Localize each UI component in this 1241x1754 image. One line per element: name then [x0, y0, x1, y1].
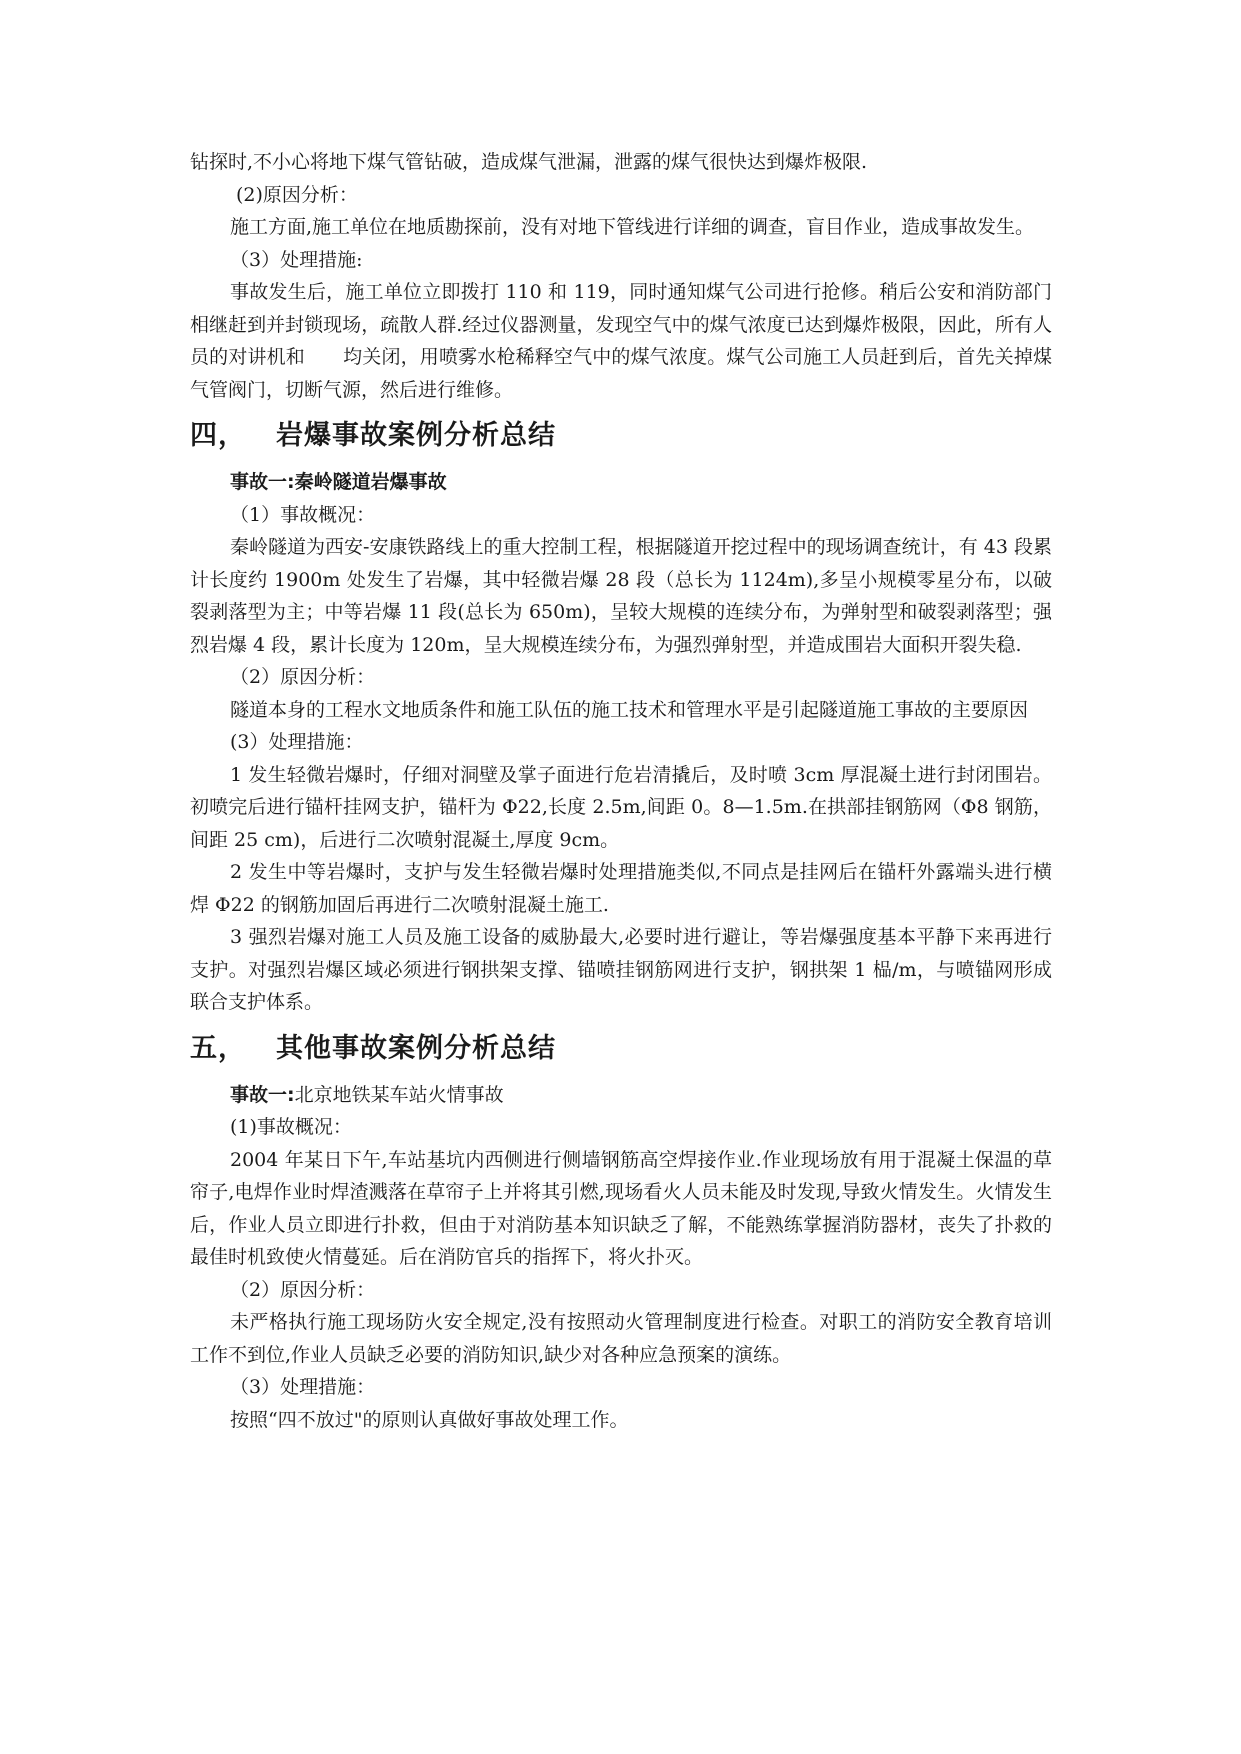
accident-title: 北京地铁某车站火情事故 [294, 1083, 504, 1106]
section-heading [190, 416, 1052, 456]
paragraph: 未严格执行施工现场防火安全规定,没有按照动火管理制度进行检查。对职工的消防安全教育培训工作不到位,作业人员缺乏必要的消防知识,缺少对各种应急预案的演练。 [190, 1311, 1052, 1366]
subheading-cause: （2）原因分析： [230, 666, 376, 688]
subheading-overview: （1）事故概况： [230, 503, 376, 526]
paragraph: 2 发生中等岩爆时，支护与发生轻微岩爆时处理措施类似,不同点是挂网后在锚杆外露端头进行横焊 Φ22 的钢筋加固后再进行二次喷射混凝土施工. [190, 861, 1052, 916]
section-heading [190, 1029, 1052, 1069]
section-number: 四， [190, 420, 246, 451]
accident-heading: 事故一:秦岭隧道岩爆事故 [230, 471, 447, 493]
section-title: 其他事故案例分析总结 [276, 1032, 556, 1064]
paragraph: 2004 年某日下午,车站基坑内西侧进行侧墙钢筋高空焊接作业.作业现场放有用于混凝土保温的草帘子,电焊作业时焊渣溅落在草帘子上并将其引燃,现场看火人员未能及时发现,导致火情发生。火情发生后，作业人员立即进行扑救，但由于对消防基本知识缺乏了解，不能熟练掌握消防器材，丧失了扑救的最佳时机致使火情蔓延。后在消防官兵的指挥下，将火扑灭。 [190, 1148, 1052, 1268]
paragraph: 1 发生轻微岩爆时，仔细对洞壁及掌子面进行危岩清撬后，及时喷 3cm 厚混凝土进行封闭围岩。初喷完后进行锚杆挂网支护，锚杆为 Φ22,长度 2.5m,间距 0。8—1.5m.在拱部挂钢筋网（Φ8 钢筋，间距 25 cm)，后进行二次喷射混凝土,厚度 9cm。 [190, 763, 1052, 851]
subheading-measures: （3）处理措施: [230, 248, 363, 271]
paragraph [190, 276, 1052, 406]
accident-heading [190, 1079, 1052, 1112]
section-number: 五， [190, 1032, 246, 1064]
subheading-cause: (2)原因分析： [236, 183, 358, 206]
accident-label: 事故一: [230, 1083, 295, 1106]
text-column [190, 146, 1052, 1436]
paragraph-part: 事故发生后，施工单位立即拨打 110 和 119，同时通知煤气公司进行抢修。稍后公安和消防部门相继赶到并封锁现场，疏散人群.经过仪器测量，发现空气中的煤气浓度已达到爆炸极限，因此，所有人员的对讲机和 [190, 281, 1052, 368]
section-title: 岩爆事故案例分析总结 [276, 420, 556, 451]
paragraph: 3 强烈岩爆对施工人员及施工设备的威胁最大,必要时进行避让，等岩爆强度基本平静下来再进行支护。对强烈岩爆区域必须进行钢拱架支撑、锚喷挂钢筋网进行支护，钢拱架 1 榀/m，与喷锚网形成联合支护体系。 [190, 926, 1052, 1013]
paragraph: 按照“四不放过"的原则认真做好事故处理工作。 [230, 1408, 629, 1431]
paragraph: 隧道本身的工程水文地质条件和施工队伍的施工技术和管理水平是引起隧道施工事故的主要原因 [230, 698, 1029, 721]
subheading-overview: (1)事故概况： [230, 1116, 352, 1138]
subheading-cause: （2）原因分析： [230, 1278, 376, 1301]
paragraph: 钻探时,不小心将地下煤气管钻破，造成煤气泄漏，泄露的煤气很快达到爆炸极限. [190, 151, 868, 173]
paragraph-part: 均关闭，用喷雾水枪稀释空气中的煤气浓度。煤气公司施工人员赶到后，首先关掉煤气管阀门，切断气源，然后进行维修。 [190, 346, 1052, 401]
paragraph: 施工方面,施工单位在地质勘探前，没有对地下管线进行详细的调查，盲目作业，造成事故发生。 [230, 216, 1035, 238]
subheading-measures: (3）处理措施： [230, 731, 364, 753]
paragraph: 秦岭隧道为西安-安康铁路线上的重大控制工程，根据隧道开挖过程中的现场调查统计，有 43 段累计长度约 1900m 处发生了岩爆，其中轻微岩爆 28 段（总长为 1124m),多呈小规模零星分布，以破裂剥落型为主；中等岩爆 11 段(总长为 650m)，呈较大规模的连续分布，为弹射型和破裂剥落型；强烈岩爆 4 段，累计长度为 120m，呈大规模连续分布，为强烈弹射型，并造成围岩大面积开裂失稳. [190, 536, 1052, 656]
subheading-measures: （3）处理措施： [230, 1376, 376, 1398]
